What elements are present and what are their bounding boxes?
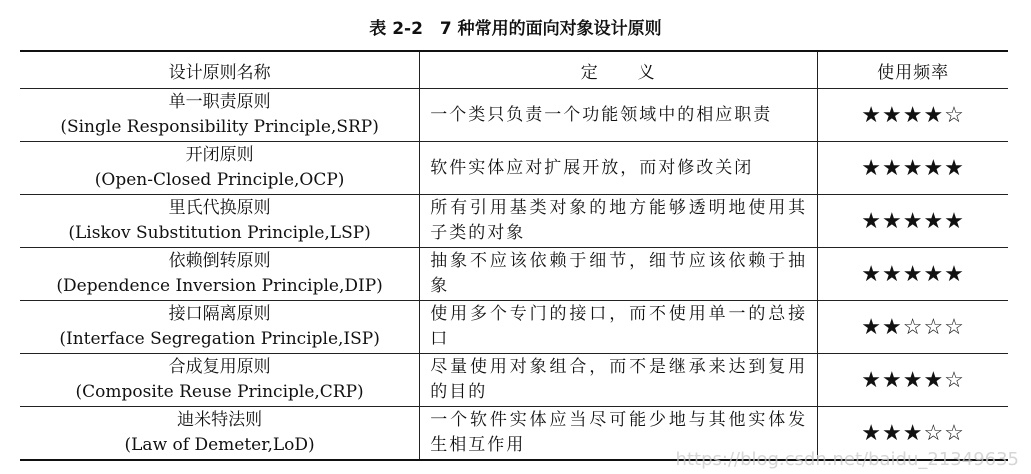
principle-english: (Composite Reuse Principle,CRP)	[75, 382, 364, 402]
watermark: https://blog.csdn.net/baidu_21349635	[675, 449, 1019, 470]
principle-definition: 软件实体应对扩展开放，而对修改关闭	[420, 142, 818, 195]
principle-name-cell	[20, 248, 420, 301]
principle-english: (Interface Segregation Principle,ISP)	[59, 329, 380, 349]
principle-english: (Open-Closed Principle,OCP)	[94, 170, 345, 190]
table-row	[20, 89, 1008, 142]
principle-definition: 抽象不应该依赖于细节，细节应该依赖于抽象	[420, 248, 818, 301]
header-frequency: 使用频率	[818, 51, 1008, 89]
table-header-row	[20, 51, 1008, 89]
principle-definition: 一个软件实体应当尽可能少地与其他实体发生相互作用	[420, 407, 818, 461]
principle-name: 依赖倒转原则	[168, 251, 271, 271]
principle-definition: 尽量使用对象组合，而不是继承来达到复用的目的	[420, 354, 818, 407]
frequency-stars: ★★★★☆	[818, 354, 1008, 407]
principle-name-cell	[20, 354, 420, 407]
principle-english: (Liskov Substitution Principle,LSP)	[68, 223, 371, 243]
principle-name-cell	[20, 407, 420, 461]
principle-definition: 一个类只负责一个功能领域中的相应职责	[420, 89, 818, 142]
principle-name: 单一职责原则	[168, 92, 271, 112]
table-row	[20, 354, 1008, 407]
table-row	[20, 142, 1008, 195]
table-row	[20, 248, 1008, 301]
table-row	[20, 301, 1008, 354]
frequency-stars: ★★★★★	[818, 142, 1008, 195]
principle-name: 合成复用原则	[168, 357, 271, 377]
principle-english: (Single Responsibility Principle,SRP)	[60, 117, 379, 137]
table-caption: 表 2-2 7 种常用的面向对象设计原则	[369, 19, 662, 39]
principle-name-cell	[20, 142, 420, 195]
principle-definition: 所有引用基类对象的地方能够透明地使用其子类的对象	[420, 195, 818, 248]
frequency-stars: ★★★★★	[818, 195, 1008, 248]
design-principles-table	[20, 50, 1008, 461]
principle-english: (Law of Demeter,LoD)	[124, 435, 315, 455]
principle-name-cell	[20, 195, 420, 248]
principle-name-cell	[20, 301, 420, 354]
frequency-stars: ★★★★★	[818, 248, 1008, 301]
principle-name: 开闭原则	[185, 145, 254, 165]
principle-definition: 使用多个专门的接口，而不使用单一的总接口	[420, 301, 818, 354]
frequency-stars: ★★☆☆☆	[818, 301, 1008, 354]
principle-name: 里氏代换原则	[168, 198, 271, 218]
frequency-stars: ★★★☆☆	[818, 407, 1008, 461]
table-row	[20, 195, 1008, 248]
principle-name: 迪米特法则	[177, 410, 263, 430]
principle-name: 接口隔离原则	[168, 304, 271, 324]
principle-name-cell	[20, 89, 420, 142]
frequency-stars: ★★★★☆	[818, 89, 1008, 142]
header-definition: 定 义	[420, 51, 818, 89]
header-name: 设计原则名称	[20, 51, 420, 89]
principle-english: (Dependence Inversion Principle,DIP)	[56, 276, 383, 296]
